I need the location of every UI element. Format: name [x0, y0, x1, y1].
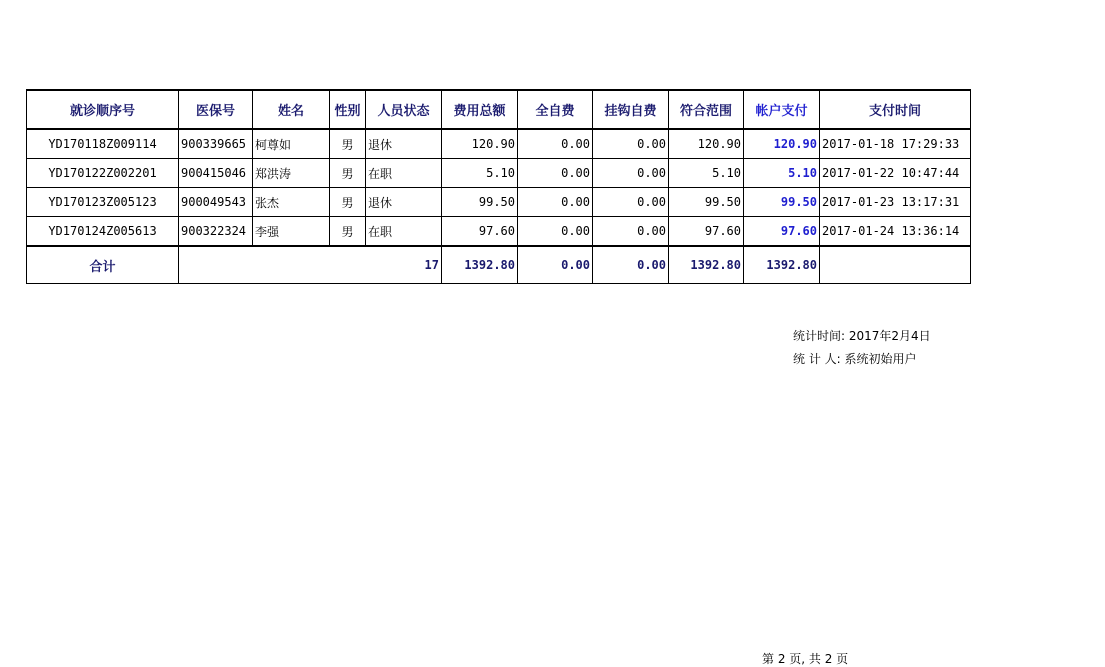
cell-insurance-no: 900049543 [179, 188, 253, 217]
cell-pay-time: 2017-01-18 17:29:33 [820, 129, 971, 159]
cell-linked-self-paid: 0.00 [593, 217, 669, 247]
cell-in-scope: 5.10 [669, 159, 744, 188]
page-indicator: 第 2 页, 共 2 页 [762, 652, 849, 666]
cell-pay-time: 2017-01-23 13:17:31 [820, 188, 971, 217]
col-header-status: 人员状态 [366, 90, 442, 129]
cell-linked-self-paid: 0.00 [593, 129, 669, 159]
cell-account-paid: 5.10 [744, 159, 820, 188]
stat-time: 统计时间: 2017年2月4日 [793, 329, 931, 343]
cell-in-scope: 97.60 [669, 217, 744, 247]
cell-gender: 男 [330, 217, 366, 247]
col-header-insurance-no: 医保号 [179, 90, 253, 129]
cell-name: 张杰 [253, 188, 330, 217]
col-header-pay-time: 支付时间 [820, 90, 971, 129]
cell-total-cost: 120.90 [442, 129, 518, 159]
cell-status: 退休 [366, 129, 442, 159]
total-in-scope: 1392.80 [669, 246, 744, 284]
table-row [27, 129, 971, 159]
total-cost: 1392.80 [442, 246, 518, 284]
col-header-fully-self-paid: 全自费 [518, 90, 593, 129]
total-pay-time-empty [820, 246, 971, 284]
cell-fully-self-paid: 0.00 [518, 129, 593, 159]
total-count: 17 [179, 246, 442, 284]
cell-fully-self-paid: 0.00 [518, 217, 593, 247]
cell-account-paid: 99.50 [744, 188, 820, 217]
col-header-account-paid: 帐户支付 [744, 90, 820, 129]
cell-in-scope: 99.50 [669, 188, 744, 217]
cell-total-cost: 5.10 [442, 159, 518, 188]
table-row [27, 217, 971, 247]
col-header-linked-self-paid: 挂钩自费 [593, 90, 669, 129]
table-row [27, 159, 971, 188]
cell-pay-time: 2017-01-22 10:47:44 [820, 159, 971, 188]
col-header-name: 姓名 [253, 90, 330, 129]
col-header-visit-no: 就诊顺序号 [27, 90, 179, 129]
cell-gender: 男 [330, 159, 366, 188]
total-row [27, 246, 971, 284]
cell-name: 柯尊如 [253, 129, 330, 159]
cell-gender: 男 [330, 129, 366, 159]
cell-name: 李强 [253, 217, 330, 247]
cell-account-paid: 97.60 [744, 217, 820, 247]
table-row [27, 188, 971, 217]
cell-fully-self-paid: 0.00 [518, 159, 593, 188]
col-header-total-cost: 费用总额 [442, 90, 518, 129]
cell-total-cost: 99.50 [442, 188, 518, 217]
cell-status: 在职 [366, 217, 442, 247]
cell-linked-self-paid: 0.00 [593, 159, 669, 188]
cell-visit-no: YD170123Z005123 [27, 188, 179, 217]
cell-insurance-no: 900322324 [179, 217, 253, 247]
total-linked-self-paid: 0.00 [593, 246, 669, 284]
cell-insurance-no: 900415046 [179, 159, 253, 188]
cell-visit-no: YD170122Z002201 [27, 159, 179, 188]
total-account-paid: 1392.80 [744, 246, 820, 284]
col-header-gender: 性别 [330, 90, 366, 129]
col-header-in-scope: 符合范围 [669, 90, 744, 129]
cell-account-paid: 120.90 [744, 129, 820, 159]
cell-gender: 男 [330, 188, 366, 217]
cell-name: 郑洪涛 [253, 159, 330, 188]
header-row [27, 90, 971, 129]
cell-pay-time: 2017-01-24 13:36:14 [820, 217, 971, 247]
cell-visit-no: YD170124Z005613 [27, 217, 179, 247]
cell-linked-self-paid: 0.00 [593, 188, 669, 217]
cell-visit-no: YD170118Z009114 [27, 129, 179, 159]
cell-status: 退休 [366, 188, 442, 217]
settlement-report-table [26, 89, 971, 284]
cell-fully-self-paid: 0.00 [518, 188, 593, 217]
cell-in-scope: 120.90 [669, 129, 744, 159]
total-fully-self-paid: 0.00 [518, 246, 593, 284]
cell-insurance-no: 900339665 [179, 129, 253, 159]
stat-person: 统 计 人: 系统初始用户 [793, 352, 917, 366]
cell-status: 在职 [366, 159, 442, 188]
cell-total-cost: 97.60 [442, 217, 518, 247]
total-label: 合计 [27, 246, 179, 284]
